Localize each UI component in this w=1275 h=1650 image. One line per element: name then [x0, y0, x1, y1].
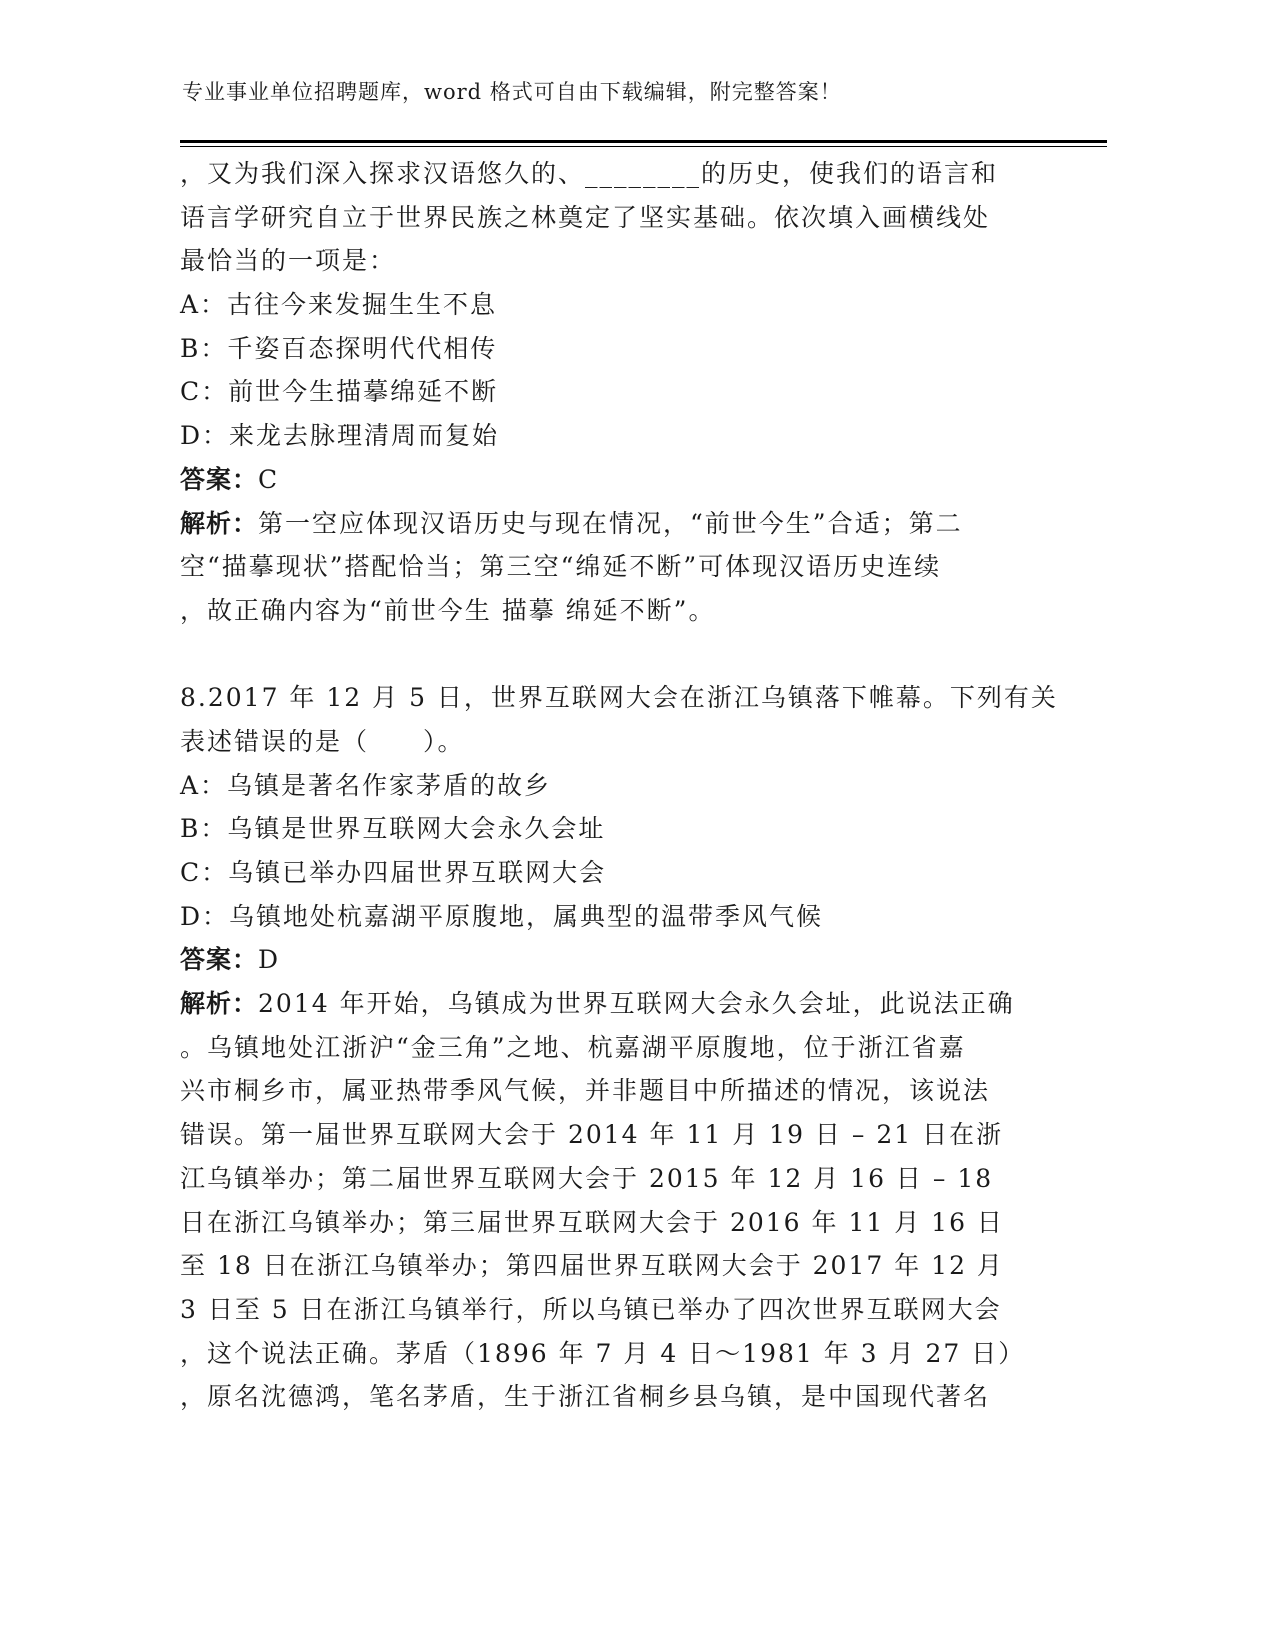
answer-label: 答案： [180, 945, 259, 975]
q8-analysis-line: 。乌镇地处江浙沪“金三角”之地、杭嘉湖平原腹地，位于浙江省嘉 [180, 1032, 966, 1062]
section-gap [180, 633, 1040, 677]
q7-analysis-line: ，故正确内容为“前世今生 描摹 绵延不断”。 [180, 595, 716, 625]
answer-value: D [258, 945, 281, 975]
q8-option-d: D：乌镇地处杭嘉湖平原腹地，属典型的温带季风气候 [180, 901, 824, 931]
q7-option-a: A：古往今来发掘生生不息 [180, 290, 498, 320]
answer-value: C [258, 464, 280, 494]
q8-stem-line: 8.2017 年 12 月 5 日，世界互联网大会在浙江乌镇落下帷幕。下列有关 [180, 683, 1058, 713]
q7-analysis-line: 空“描摹现状”搭配恰当；第三空“绵延不断”可体现汉语历史连续 [180, 552, 942, 582]
q8-option-a: A：乌镇是著名作家茅盾的故乡 [180, 770, 552, 800]
q7-stem-line: 最恰当的一项是： [180, 246, 397, 276]
q8-analysis-line: ，这个说法正确。茅盾（1896 年 7 月 4 日～1981 年 3 月 27 日） [180, 1338, 1026, 1368]
analysis-label: 解析： [180, 508, 259, 538]
page-header: 专业事业单位招聘题库，word 格式可自由下载编辑，附完整答案！ [182, 80, 842, 104]
q8-analysis-line: 错误。第一届世界互联网大会于 2014 年 11 月 19 日 – 21 日在浙 [180, 1120, 1004, 1150]
analysis-text: 第一空应体现汉语历史与现在情况，“前世今生”合适；第二 [258, 508, 963, 538]
q8-analysis-line: 至 18 日在浙江乌镇举办；第四届世界互联网大会于 2017 年 12 月 [180, 1251, 1004, 1281]
question-8 [180, 676, 1058, 1419]
q8-analysis-line: 兴市桐乡市，属亚热带季风气候，并非题目中所描述的情况，该说法 [180, 1076, 991, 1106]
q8-analysis-line: 3 日至 5 日在浙江乌镇举行，所以乌镇已举办了四次世界互联网大会 [180, 1294, 1002, 1324]
answer-label: 答案： [180, 464, 259, 494]
q8-option-b: B：乌镇是世界互联网大会永久会址 [180, 814, 606, 844]
question-7 [180, 152, 1040, 633]
q7-stem-line: 语言学研究自立于世界民族之林奠定了坚实基础。依次填入画横线处 [180, 202, 991, 232]
q8-analysis-line: 日在浙江乌镇举办；第三届世界互联网大会于 2016 年 11 月 16 日 [180, 1207, 1004, 1237]
q8-answer [180, 938, 1040, 982]
q7-answer [180, 458, 1040, 502]
q8-analysis-line [180, 982, 1040, 1026]
header-rule-thick [180, 140, 1107, 143]
analysis-text: 2014 年开始，乌镇成为世界互联网大会永久会址，此说法正确 [258, 989, 1015, 1019]
q7-option-d: D：来龙去脉理清周而复始 [180, 421, 500, 451]
q7-option-c: C：前世今生描摹绵延不断 [180, 377, 499, 407]
q8-option-c: C：乌镇已举办四届世界互联网大会 [180, 858, 607, 887]
header-rule-thin [180, 146, 1107, 147]
q7-option-b: B：千姿百态探明代代相传 [180, 333, 498, 363]
q8-stem-line: 表述错误的是（ ）。 [180, 726, 465, 756]
q7-stem-line: ，又为我们深入探求汉语悠久的、________的历史，使我们的语言和 [180, 159, 999, 188]
analysis-label: 解析： [180, 989, 259, 1019]
q7-analysis-line [180, 502, 1040, 546]
q8-analysis-line: ，原名沈德鸿，笔名茅盾，生于浙江省桐乡县乌镇，是中国现代著名 [180, 1382, 991, 1412]
q8-analysis-line: 江乌镇举办；第二届世界互联网大会于 2015 年 12 月 16 日 – 18 [180, 1163, 994, 1193]
page-content [180, 152, 1058, 1419]
